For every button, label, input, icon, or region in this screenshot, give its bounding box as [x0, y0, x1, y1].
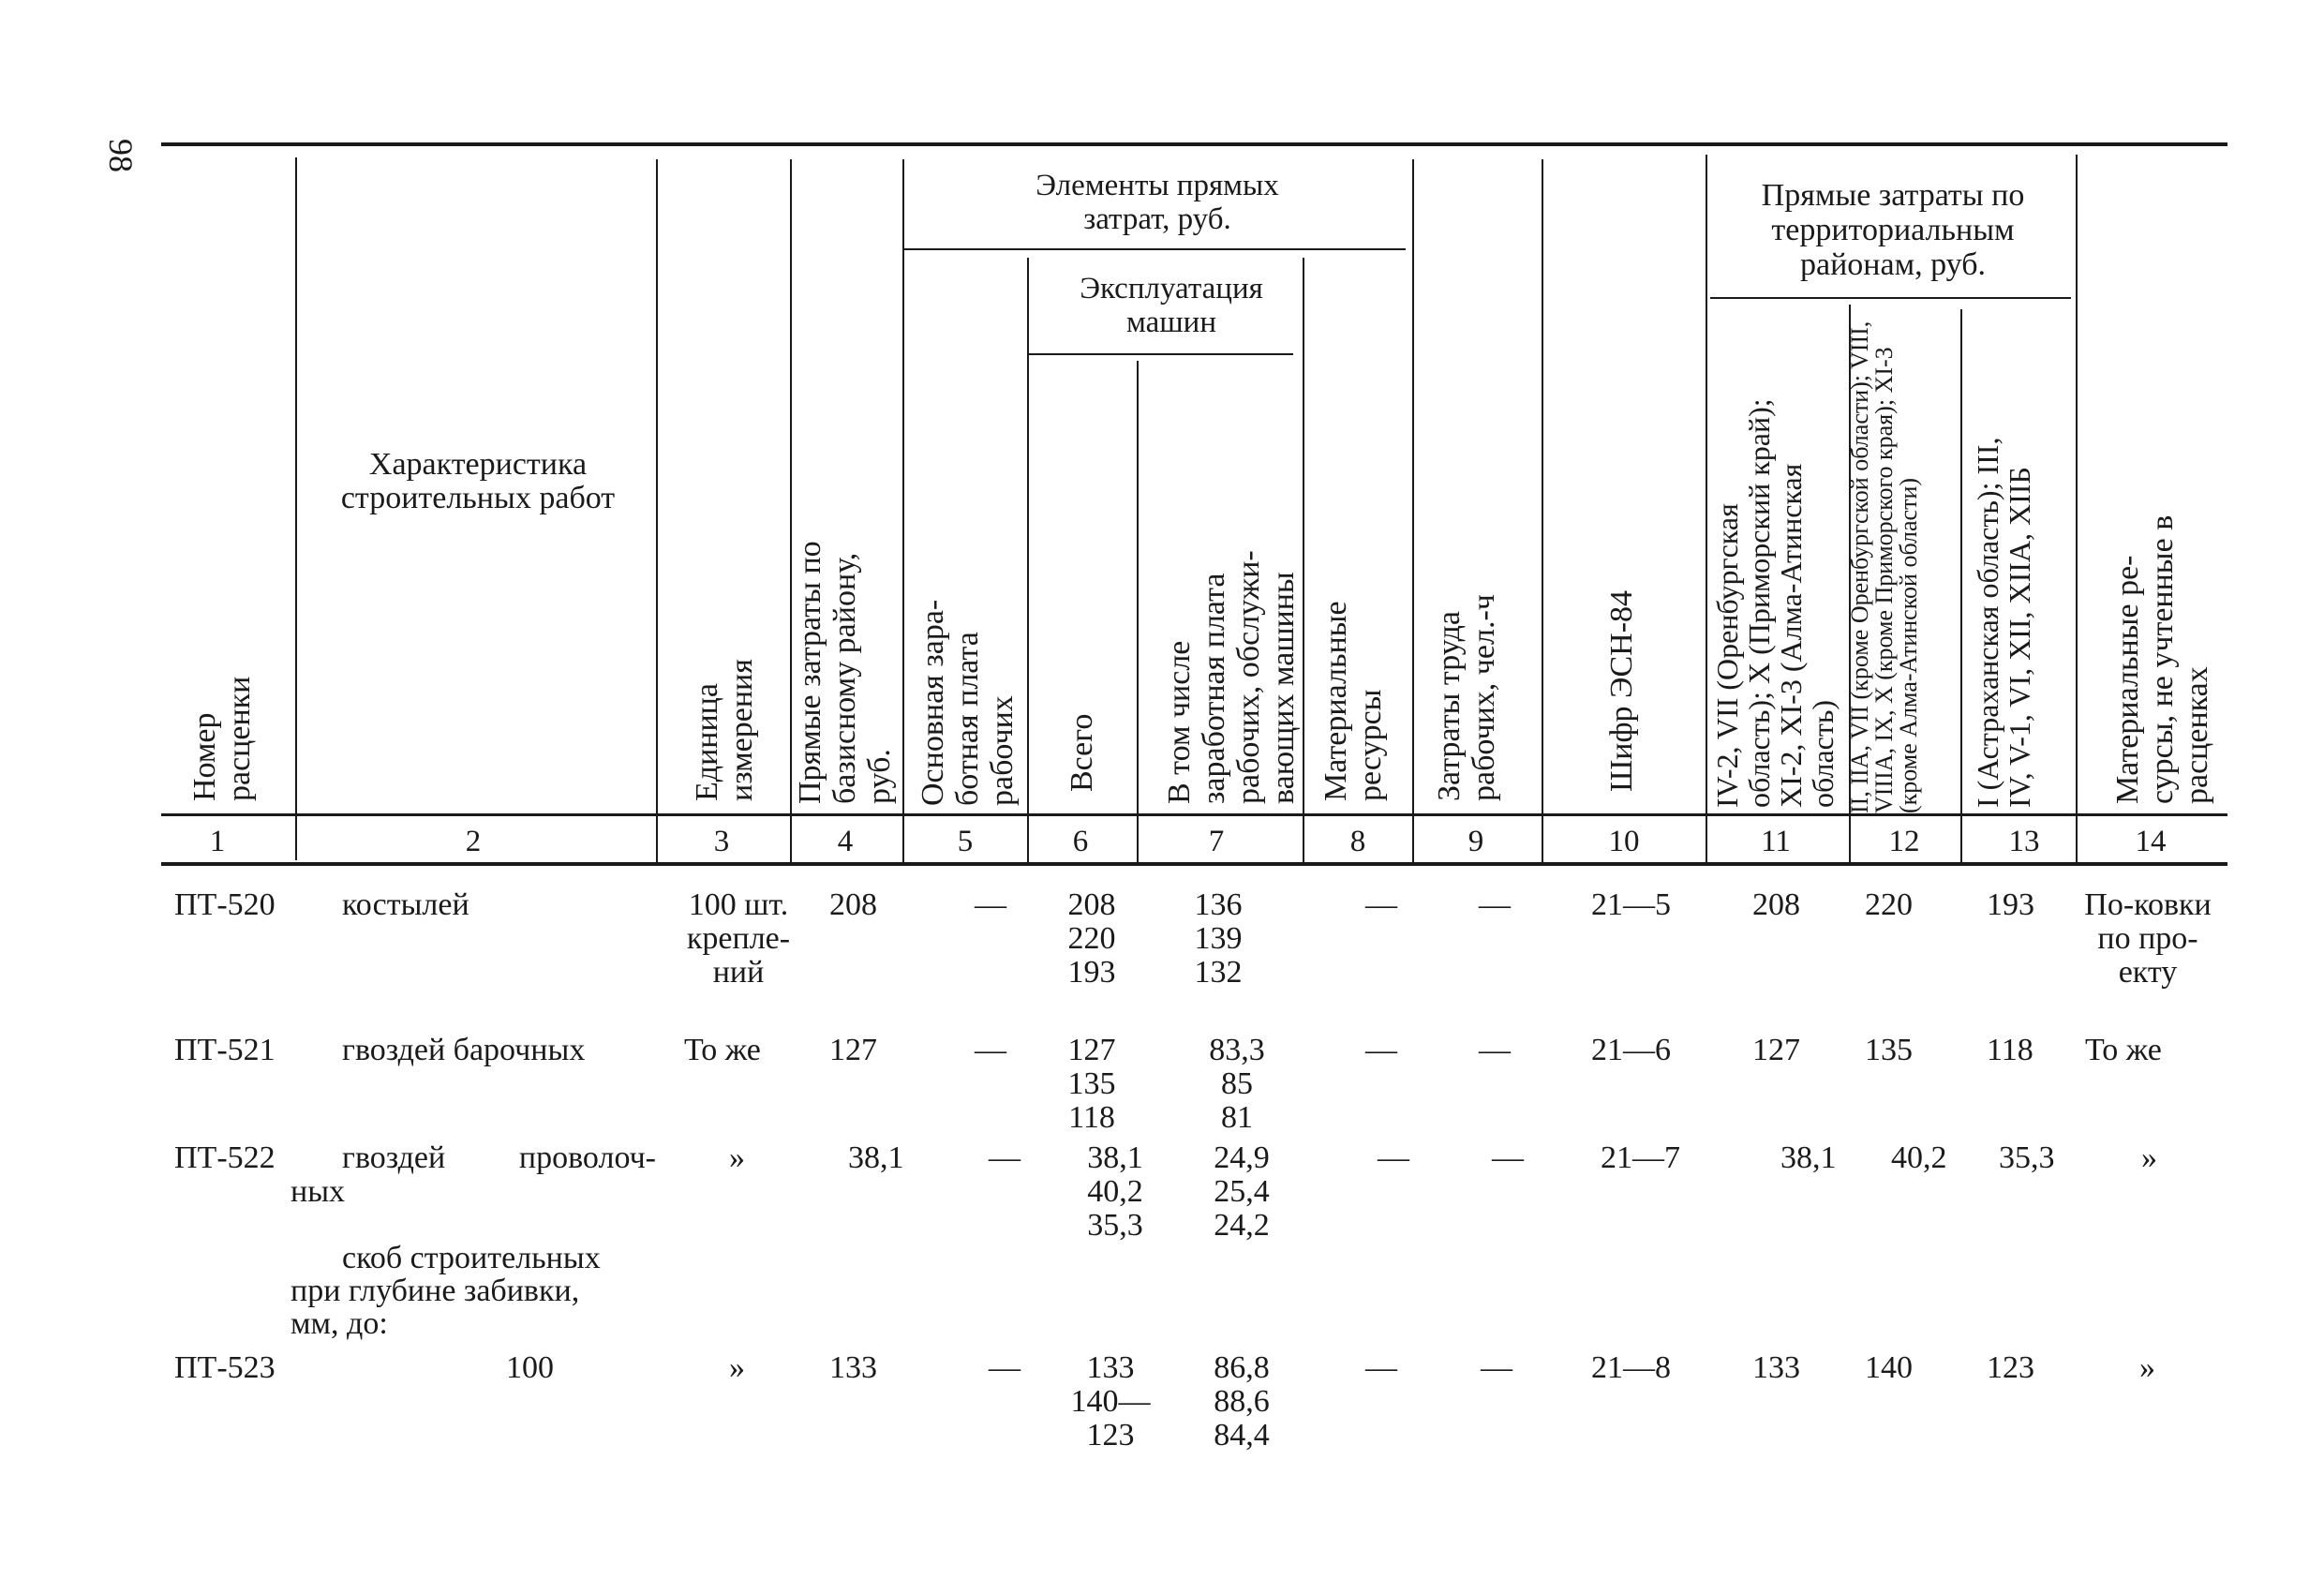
col-number: 8	[1349, 825, 1366, 858]
row-cipher: 21—8	[1591, 1350, 1671, 1385]
row-wage: —	[989, 1140, 1020, 1175]
col-divider-4	[902, 159, 904, 862]
row-extra-materials: По-ковки по про-екту	[2084, 887, 2212, 990]
group-regions-rule	[1710, 297, 2071, 299]
row-base: 38,1	[848, 1140, 904, 1175]
value: 135	[1067, 1066, 1116, 1101]
row-labor: —	[1479, 1033, 1511, 1067]
col-number: 9	[1467, 825, 1484, 858]
header-col4: Прямые затраты по базисному району, руб.	[793, 541, 897, 804]
value: 24,9	[1214, 1140, 1270, 1175]
row-extra-materials: »	[2139, 1350, 2155, 1385]
row-extra-materials: »	[2141, 1140, 2157, 1175]
col-number: 4	[837, 825, 854, 858]
row-description: 100	[506, 1350, 554, 1385]
row-machines-total	[1050, 1034, 1134, 1135]
row-code: ПТ-520	[174, 887, 276, 922]
row-machines-wage	[1199, 1351, 1284, 1452]
col-divider-9	[1542, 159, 1543, 862]
row-description: гвоздей барочных	[342, 1033, 586, 1067]
row-wage: —	[989, 1350, 1020, 1385]
value: 123	[1086, 1418, 1135, 1452]
row-labor: —	[1479, 887, 1511, 922]
col-divider-3	[790, 159, 792, 862]
row-region-12: 220	[1865, 887, 1913, 922]
col-divider-13	[2076, 155, 2078, 862]
col-number: 1	[209, 825, 226, 858]
row-materials: —	[1378, 1140, 1409, 1175]
col-divider-2	[656, 159, 658, 862]
value: 85	[1221, 1066, 1253, 1101]
row-machines-wage	[1176, 888, 1260, 990]
row-machines-total	[1073, 1141, 1157, 1243]
row-materials: —	[1365, 1033, 1397, 1067]
row-unit: 100 шт. крепле-ний	[686, 887, 791, 990]
header-col13: I (Астраханская область); III, IV, V-1, VI, XII, XIIA, XIIБ	[1971, 437, 2036, 808]
row-description-cont: ных	[290, 1174, 346, 1209]
row-region-12: 140	[1865, 1350, 1913, 1385]
col-number: 11	[1761, 825, 1791, 858]
value: 208	[1067, 887, 1116, 922]
row-code: ПТ-521	[174, 1033, 276, 1067]
header-col12: II, IIA, VII (кроме Оренбургской области); VIII, VIIIA, IX, X (кроме Приморского края); XI-3 (кроме Алма-Атинской области)	[1846, 320, 1922, 813]
value: 84,4	[1214, 1418, 1270, 1452]
col-divider-5	[1027, 258, 1029, 862]
row-cipher: 21—5	[1591, 887, 1671, 922]
col-number: 5	[957, 825, 974, 858]
row-materials: —	[1365, 887, 1397, 922]
row-machines-wage	[1195, 1034, 1279, 1135]
col-number: 10	[1608, 825, 1640, 858]
row-region-11: 127	[1752, 1033, 1800, 1067]
value: 24,2	[1214, 1208, 1270, 1243]
row-region-13: 193	[1987, 887, 2034, 922]
col-divider-7	[1303, 258, 1304, 862]
row-base: 133	[829, 1350, 877, 1385]
row-region-13: 118	[1987, 1033, 2034, 1067]
col-divider-1	[295, 157, 297, 860]
value: 118	[1068, 1100, 1115, 1135]
row-extra-materials: То же	[2085, 1033, 2162, 1067]
group-elements-rule	[904, 248, 1406, 250]
header-col9: Затраты труда рабочих, чел.-ч	[1432, 594, 1501, 801]
header-col8: Материальные ресурсы	[1318, 601, 1388, 801]
row-description: гвоздей проволоч-	[342, 1140, 656, 1175]
value: 38,1	[1087, 1140, 1143, 1175]
row-machines-wage	[1199, 1141, 1284, 1243]
row-cipher: 21—6	[1591, 1033, 1671, 1067]
row-description: костылей	[342, 887, 469, 922]
row-base: 208	[829, 887, 877, 922]
value: 193	[1067, 955, 1116, 990]
group-regions-header: Прямые затраты по территориальным районам, руб.	[1761, 178, 2025, 282]
value: 40,2	[1087, 1174, 1143, 1209]
header-col7: В том числе заработная плата рабочих, обслужи-вающих машины	[1162, 550, 1301, 804]
row-region-12: 40,2	[1891, 1140, 1947, 1175]
row-region-13: 123	[1987, 1350, 2034, 1385]
row-labor: —	[1492, 1140, 1524, 1175]
page-number: 98	[102, 139, 140, 172]
value: 136	[1194, 887, 1243, 922]
value: 88,6	[1214, 1384, 1270, 1419]
table-top-rule	[161, 142, 2227, 146]
row-region-11: 208	[1752, 887, 1800, 922]
value: 83,3	[1209, 1033, 1265, 1067]
value: 127	[1067, 1033, 1116, 1067]
row-region-13: 35,3	[1999, 1140, 2055, 1175]
row-labor: —	[1481, 1350, 1512, 1385]
header-col11: IV-2, VII (Оренбургская область); X (Приморский край); XI-2, XI-3 (Алма-Атинская область)	[1710, 398, 1840, 808]
col-number: 2	[465, 825, 482, 858]
value: 140—	[1070, 1384, 1151, 1419]
row-materials: —	[1365, 1350, 1397, 1385]
subheading-line: скоб строительных	[342, 1241, 601, 1275]
row-code: ПТ-522	[174, 1140, 276, 1175]
row-machines-total	[1059, 1351, 1162, 1452]
value: 132	[1194, 955, 1243, 990]
row-cipher: 21—7	[1601, 1140, 1680, 1175]
col-number: 12	[1888, 825, 1920, 858]
row-unit: »	[729, 1140, 745, 1175]
header-col1: Номер расценки	[187, 676, 257, 801]
value: 133	[1086, 1350, 1135, 1385]
value: 81	[1221, 1100, 1253, 1135]
value: 25,4	[1214, 1174, 1270, 1209]
row-region-11: 133	[1752, 1350, 1800, 1385]
row-wage: —	[975, 1033, 1006, 1067]
row-base: 127	[829, 1033, 877, 1067]
row-unit: То же	[684, 1033, 761, 1067]
col-divider-12	[1960, 309, 1962, 862]
value: 35,3	[1087, 1208, 1143, 1243]
header-col2: Характеристика строительных работ	[340, 447, 616, 515]
value: 139	[1194, 921, 1243, 956]
row-machines-total	[1050, 888, 1134, 990]
col-divider-6	[1137, 361, 1139, 862]
col-number: 14	[2135, 825, 2167, 858]
value: 220	[1067, 921, 1116, 956]
row-region-11: 38,1	[1780, 1140, 1837, 1175]
header-bottom-rule	[161, 813, 2227, 816]
group-elements-header: Элементы прямых затрат, руб.	[1035, 169, 1279, 236]
header-col6: Всего	[1065, 713, 1099, 792]
subheading-line: при глубине забивки,	[290, 1274, 580, 1308]
col-number: 13	[2008, 825, 2040, 858]
value: 86,8	[1214, 1350, 1270, 1385]
header-col10: Шифр ЭСН-84	[1604, 589, 1639, 792]
col-divider-10	[1706, 155, 1707, 862]
col-divider-8	[1412, 159, 1414, 862]
header-col14: Материальные ре-сурсы, не учтенные в расценках	[2110, 514, 2214, 804]
col-number: 7	[1208, 825, 1225, 858]
col-number: 6	[1072, 825, 1089, 858]
subheading-line: мм, до:	[290, 1306, 388, 1341]
row-wage: —	[975, 887, 1006, 922]
row-region-12: 135	[1865, 1033, 1913, 1067]
header-col3: Единица измерения	[690, 659, 759, 801]
row-unit: »	[729, 1350, 745, 1385]
header-col5: Основная зара-ботная плата рабочих	[916, 599, 1020, 806]
row-code: ПТ-523	[174, 1350, 276, 1385]
numbers-bottom-rule	[161, 862, 2227, 866]
group-machines-rule	[1029, 353, 1293, 355]
col-number: 3	[713, 825, 730, 858]
group-machines-header: Эксплуатация машин	[1080, 272, 1263, 339]
